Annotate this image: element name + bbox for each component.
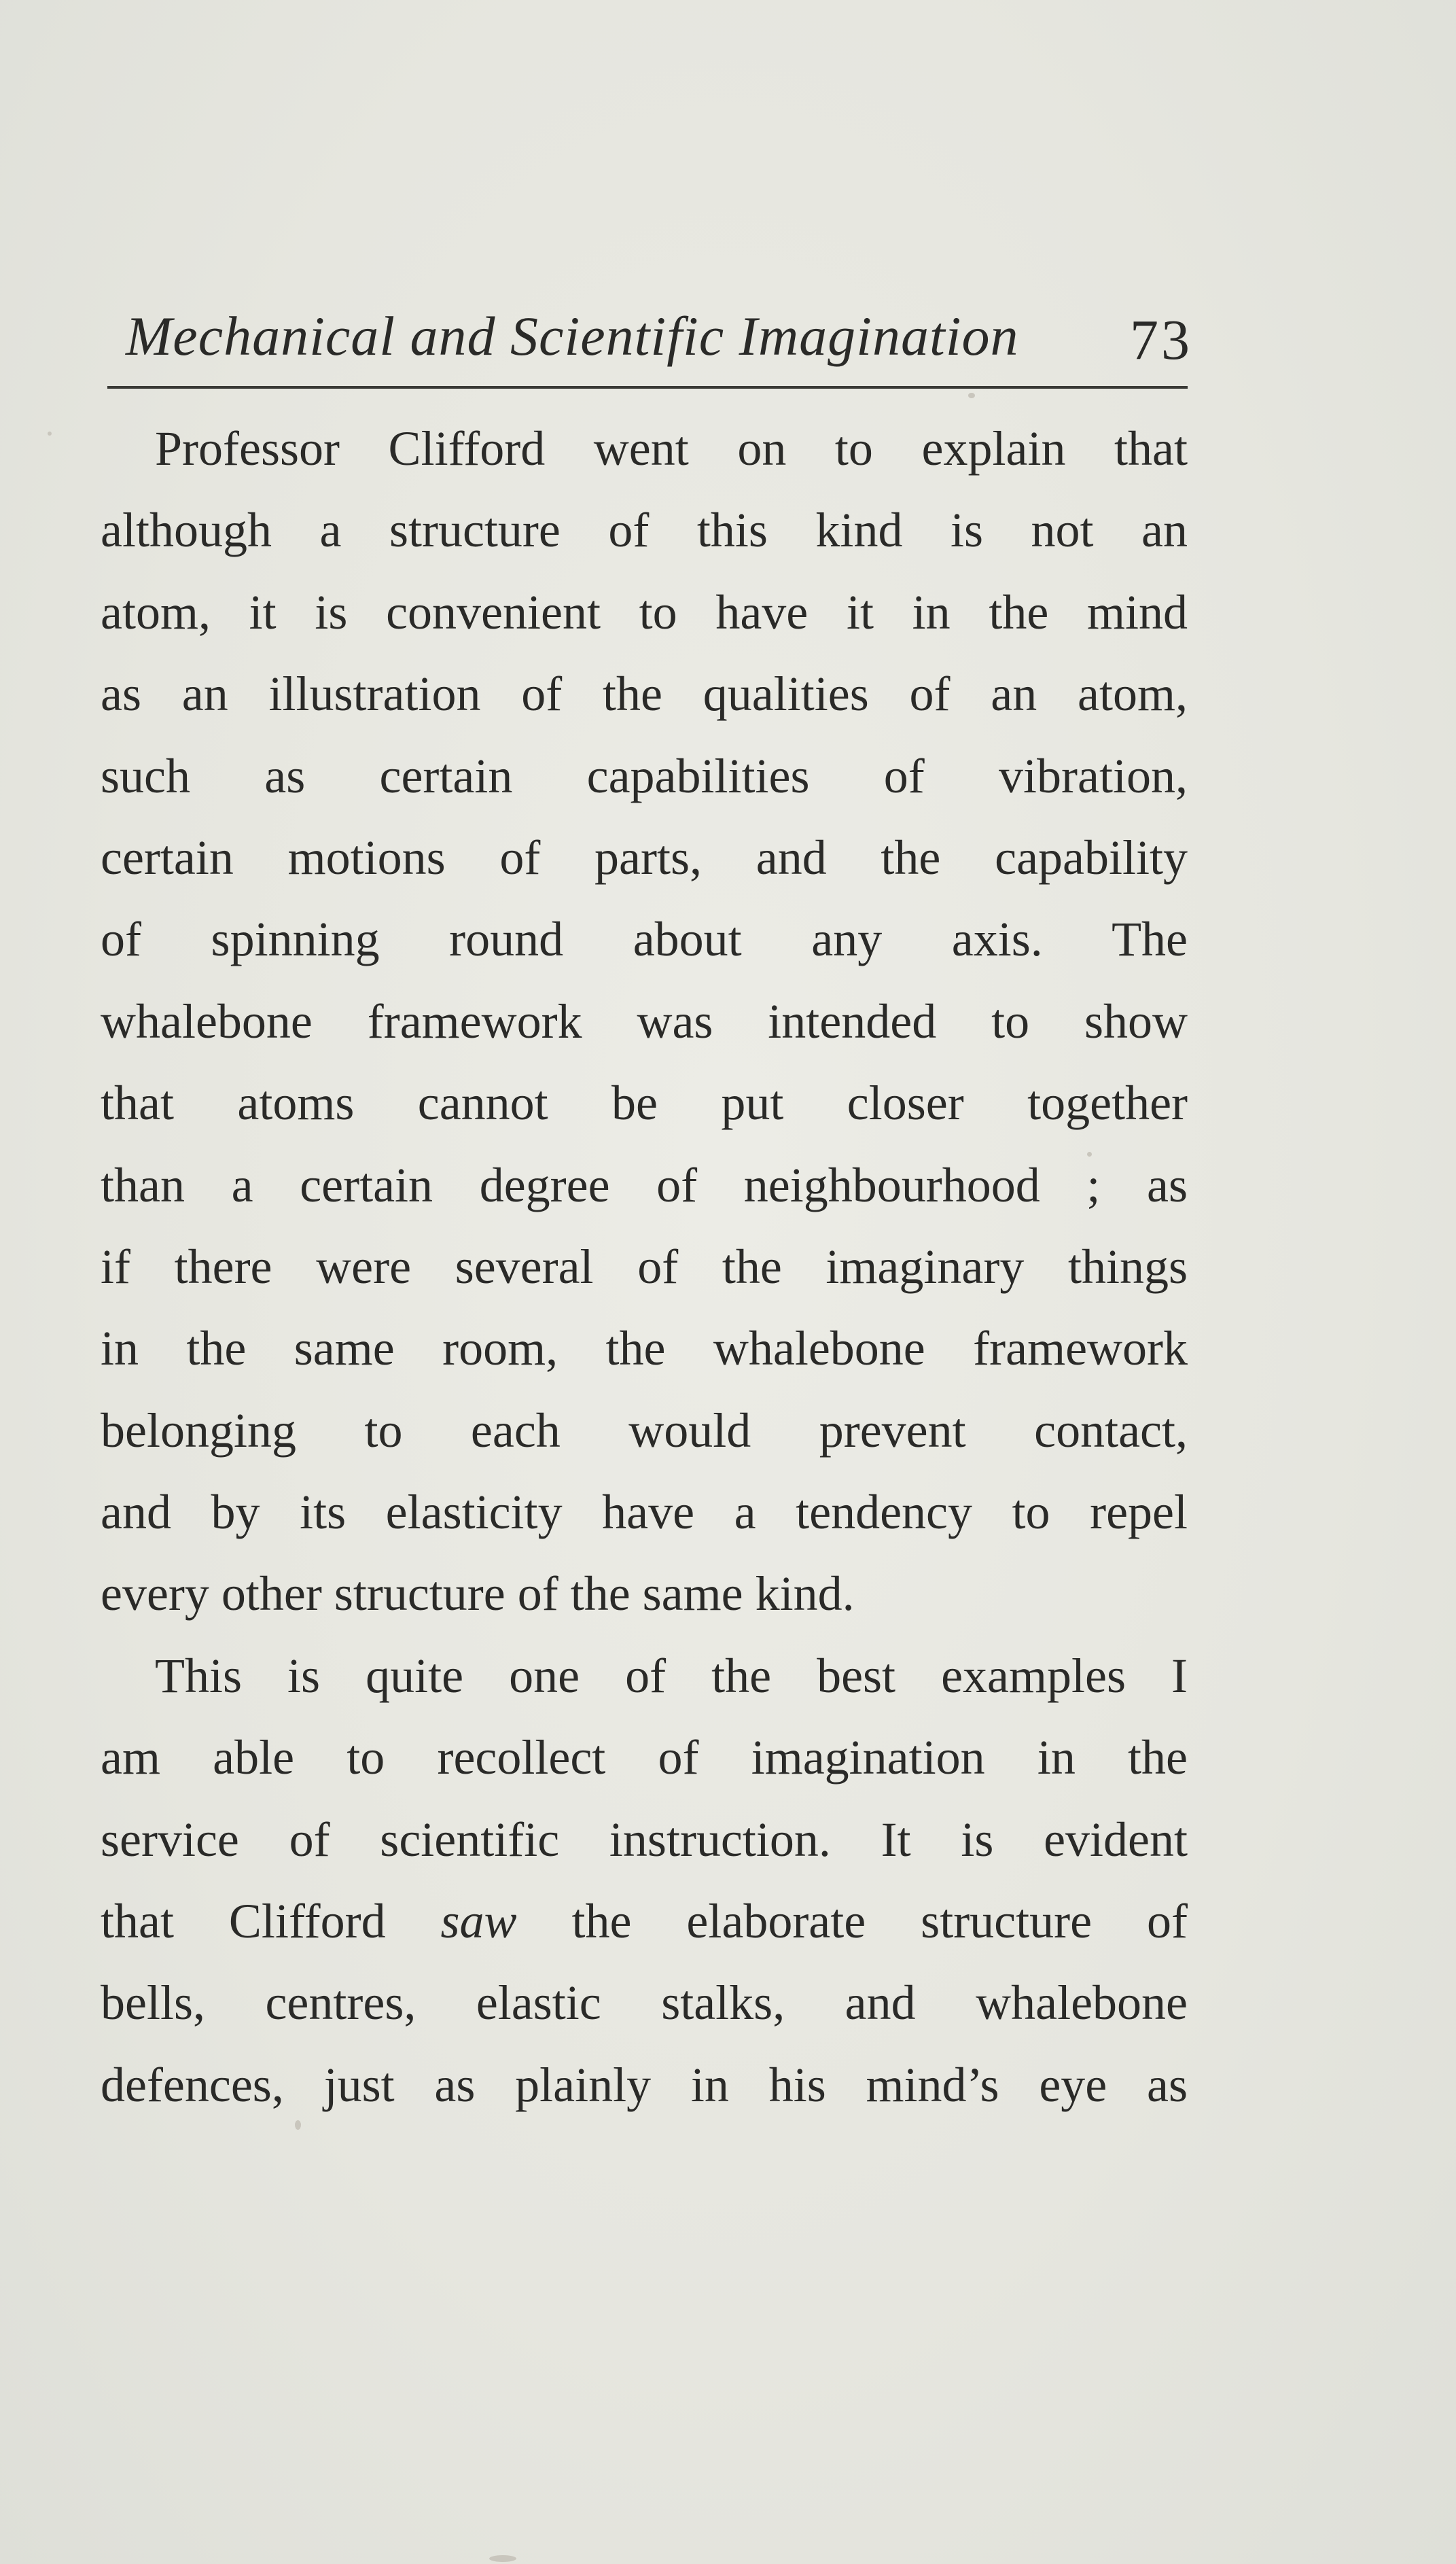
text-fragment: the elaborate structure of <box>516 1894 1188 1949</box>
text-line: whalebone framework was intended to show <box>101 994 1188 1049</box>
page-number: 73 <box>1130 309 1192 372</box>
paper-speck <box>1087 1152 1092 1157</box>
text-fragment: that Clifford <box>101 1894 441 1949</box>
running-head-title: Mechanical and Scientific Imagination <box>126 305 1019 367</box>
paper-speck <box>48 432 52 436</box>
text-line: am able to recollect of imagination in the <box>101 1730 1188 1785</box>
text-line: belonging to each would prevent contact, <box>101 1403 1188 1458</box>
text-line-with-emphasis <box>101 1880 1188 1962</box>
text-line: defences, just as plainly in his mind’s eye as <box>101 2057 1188 2112</box>
text-line: Professor Clifford went on to explain that <box>155 421 1188 476</box>
paper-speck <box>489 2555 516 2562</box>
text-line: bells, centres, elastic stalks, and whalebone <box>101 1975 1188 2031</box>
text-line: in the same room, the whalebone framework <box>101 1321 1188 1376</box>
text-line: although a structure of this kind is not an <box>101 503 1188 558</box>
text-line: than a certain degree of neighbourhood ; as <box>101 1157 1188 1212</box>
running-head <box>105 299 1192 374</box>
text-line: certain motions of parts, and the capability <box>101 830 1188 885</box>
text-line: of spinning round about any axis. The <box>101 912 1188 967</box>
text-line: This is quite one of the best examples I <box>155 1648 1188 1703</box>
text-line: that atoms cannot be put closer together <box>101 1076 1188 1131</box>
text-line: if there were several of the imaginary things <box>101 1239 1188 1294</box>
text-line: as an illustration of the qualities of an atom, <box>101 667 1188 722</box>
emphasized-word: saw <box>440 1894 517 1949</box>
text-line: every other structure of the same kind. <box>101 1566 855 1621</box>
text-line: atom, it is convenient to have it in the mind <box>101 584 1188 639</box>
paper-speck <box>295 2120 301 2130</box>
header-rule <box>107 386 1188 389</box>
text-line: such as certain capabilities of vibration, <box>101 748 1188 803</box>
text-line: and by its elasticity have a tendency to repel <box>101 1485 1188 1540</box>
body-text <box>101 408 1188 2126</box>
paper-speck <box>968 393 975 398</box>
text-line: service of scientific instruction. It is evident <box>101 1812 1188 1867</box>
